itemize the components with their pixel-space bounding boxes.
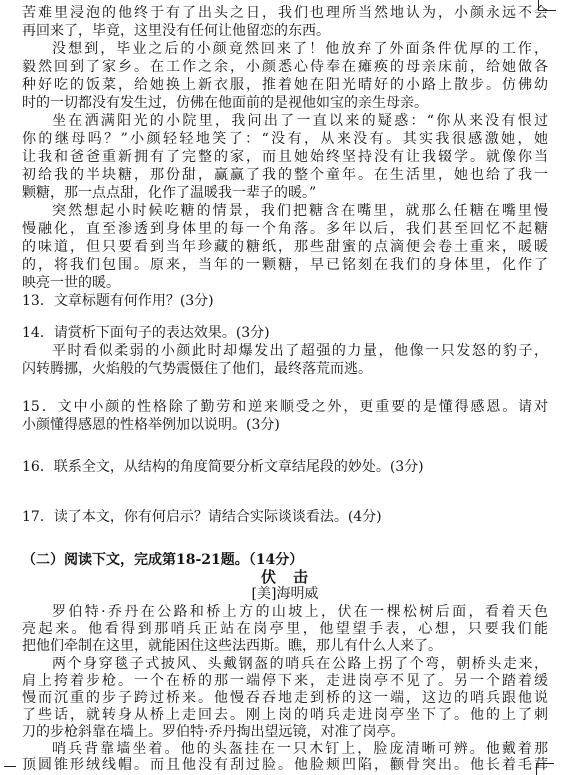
passage-line: 你的继母吗？”小颜轻轻地笑了：“没有，从来没有。其实我很感激她，她 (22, 131, 548, 147)
passage-line: 把他们牵制在这里，就能困住这些法西斯。瞧，那儿有什么人来了。 (22, 638, 442, 654)
passage-line: 顶圆锥形绒线帽。而且他没有刮过脸。他脸颊凹陷，颧骨突出。他长着毛茸 (22, 757, 548, 773)
passage-line: 慢而沉重的步子跨过桥来。他慢吞吞地走到桥的这一端，这边的哨兵跟他说 (22, 690, 548, 706)
passage-line: 慢融化，直至渗透到身体里的每一个角落。多年以后，我们甚至回忆不起糖 (22, 221, 548, 237)
passage-line: 种好吃的饭菜，给她换上新衣服，推着她在阳光晴好的小路上散步。仿佛幼 (22, 77, 548, 93)
passage-line: 了些话，就转身从桥上走回去。刚上岗的哨兵走进岗亭坐下了。他的上了刺 (22, 707, 548, 723)
passage-line: 的味道，但只要看到当年珍藏的糖纸，那些甜蜜的点滴便会卷土重来，暖暖 (22, 239, 548, 255)
passage-line: 肩上挎着步枪。一个在桥的那一端停下来，走进岗亭不见了。另一个踏着缓 (22, 673, 548, 689)
crop-mark-bottom-left-horizontal (4, 766, 16, 767)
article-author: [美]海明威 (251, 586, 319, 602)
section-heading: （二）阅读下文，完成第18-21题。（14分） (22, 552, 304, 568)
passage-line: 罗伯特·乔丹在公路和桥上方的山坡上，伏在一棵松树后面，看着天色 (52, 604, 548, 620)
passage-line: 颗糖，那一点点甜，化作了温暖我一辈子的暖。” (22, 185, 317, 201)
passage-line: 再回来了，毕竟，这里没有任何让他留恋的东西。 (22, 23, 330, 39)
passage-line: 两个身穿毯子式披风、头戴钢盔的哨兵在公路上拐了个弯，朝桥头走来， (52, 656, 548, 672)
article-title: 伏 击 (260, 569, 309, 586)
passage-line: 时的一切都没有发生过，仿佛在他面前的是视他如宝的亲生母亲。 (22, 95, 428, 111)
passage-line: 映亮一世的暖。 (22, 275, 120, 291)
passage-line: 刀的步枪斜靠在墙上。罗伯特·乔丹掏出望远镜，对准了岗亭。 (22, 724, 405, 740)
passage-line: 亮起来。他看得到那哨兵正站在岗亭里，他望望手表，心想，只要我们能 (22, 621, 548, 637)
passage-line: 坐在洒满阳光的小院里，我问出了一直以来的疑惑：“你从来没有恨过 (52, 113, 548, 129)
quoted-sentence: 闪转腾挪，火焰般的气势震慑住了他们，最终落荒而逃。 (22, 361, 372, 377)
passage-line: 哨兵背靠墙坐着。他的头盔挂在一只木钉上，脸庞清晰可辨。他戴着那 (52, 741, 548, 757)
question-text: 16．联系全文，从结构的角度简要分析文章结尾段的妙处。(3分) (22, 459, 424, 475)
passage-line: 没想到，毕业之后的小颜竟然回来了！他放弃了外面条件优厚的工作， (52, 41, 548, 57)
quoted-sentence: 平时看似柔弱的小颜此时却爆发出了超强的力量，他像一只发怒的豹子， (52, 343, 548, 359)
passage-line: 苦难里浸泡的他终于有了出头之日，我们也理所当然地认为，小颜永远不会 (22, 5, 548, 21)
question-text: 17．读了本文，你有何启示？请结合实际谈谈看法。(4分) (22, 509, 382, 525)
question-text: 14．请赏析下面句子的表达效果。(3分) (22, 325, 270, 341)
passage-line: 突然想起小时候吃糖的情景，我们把糖含在嘴里，就那么任糖在嘴里慢 (52, 203, 548, 219)
question-text: 13．文章标题有何作用？(3分) (22, 293, 214, 309)
passage-line: 毅然回到了家乡。在工作之余，小颜悉心侍奉在瘫痪的母亲床前，给她做各 (22, 59, 548, 75)
question-text: 小颜懂得感恩的性格举例加以说明。(3分) (22, 417, 280, 433)
passage-line: 让我和爸爸重新拥有了完整的家，而且她始终坚持没有让我辍学。就像你当 (22, 149, 548, 165)
passage-line: 初给我的半块糖，那份甜，赢赢了我的整个童年。在生活里，她也给了我一 (22, 167, 548, 183)
passage-line: 的，将我们包围。原来，当年的一颗糖，早已铭刻在我们的身体里，化作了 (22, 257, 548, 273)
question-text: 15．文中小颜的性格除了勤劳和逆来顺受之外，更重要的是懂得感恩。请对 (22, 399, 548, 415)
